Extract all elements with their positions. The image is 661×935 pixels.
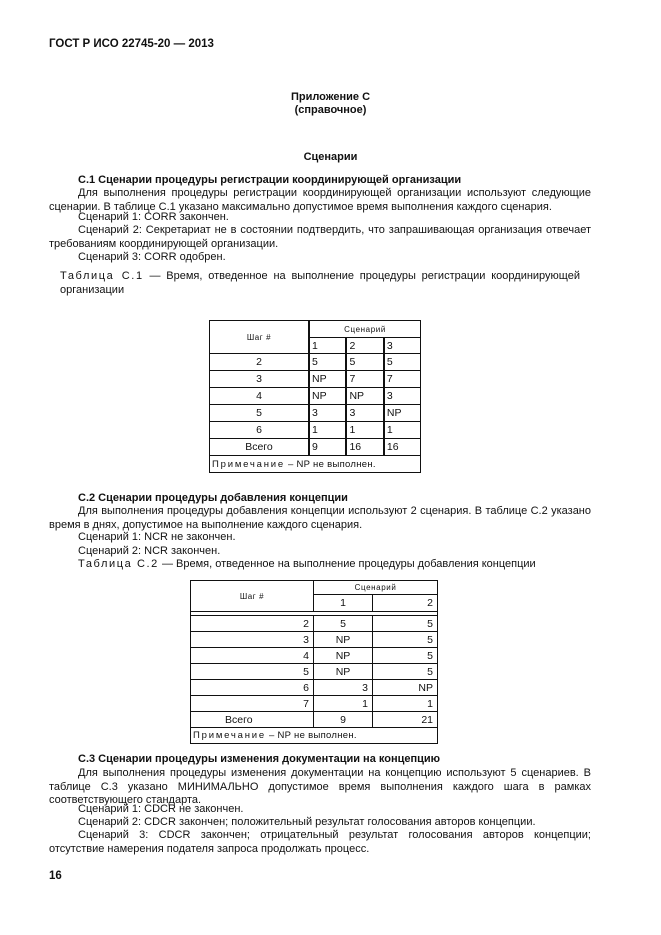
- table-c1-col-2: 2: [346, 338, 383, 354]
- table-c1-caption-text: — Время, отведенное на выполнение процедуры регистрации координирующей организации: [60, 270, 580, 296]
- table-cell: 6: [210, 422, 310, 439]
- table-c2-note-label: Примечание: [193, 730, 266, 741]
- table-cell: 4: [191, 648, 314, 664]
- c3-paragraph: Для выполнения процедуры изменения документации на концепцию используют 5 сценариев. В таблице С.3 указано МИНИМАЛЬНО допустимое время выполнения каждого шага в рамках соответствующего стандарта.: [49, 767, 591, 807]
- table-c2-scenario-header: Сценарий: [314, 581, 438, 595]
- table-c2-note: [191, 728, 438, 744]
- table-cell: 3: [309, 405, 346, 422]
- table-row: [210, 354, 421, 371]
- table-cell: 1: [384, 422, 421, 439]
- table-c1-caption: [60, 270, 580, 297]
- table-cell: NP: [314, 648, 373, 664]
- table-cell: 5: [191, 664, 314, 680]
- table-c1-note-label: Примечание: [212, 458, 285, 470]
- c2-scenario-2: Сценарий 2: NCR закончен.: [78, 545, 221, 557]
- table-cell: 1: [314, 696, 373, 712]
- table-c1-note-text: – NP не выполнен.: [285, 458, 376, 470]
- table-c2-step-header: Шаг #: [191, 581, 314, 612]
- table-cell: NP: [372, 680, 437, 696]
- table-row-total: [191, 712, 438, 728]
- table-c2: [190, 580, 438, 744]
- table-cell: NP: [314, 632, 373, 648]
- appendix-subtitle: (справочное): [294, 104, 367, 116]
- table-cell: 5: [372, 648, 437, 664]
- table-cell: 16: [346, 439, 383, 456]
- table-cell: NP: [309, 371, 346, 388]
- c1-scenario-2: Сценарий 2: Секретариат не в состоянии подтвердить, что запрашивающая организация отвечает требованиям координирующей организации.: [49, 224, 591, 250]
- table-cell: 5: [314, 616, 373, 632]
- c3-scenario-1: Сценарий 1: CDCR не закончен.: [78, 803, 244, 815]
- table-cell: 5: [384, 354, 421, 371]
- table-c2-note-text: – NP не выполнен.: [266, 730, 357, 741]
- table-row: [191, 632, 438, 648]
- table-cell: Всего: [191, 712, 314, 728]
- table-cell: 5: [372, 632, 437, 648]
- table-cell: 2: [191, 616, 314, 632]
- table-c1-col-1: 1: [309, 338, 346, 354]
- table-row: [210, 405, 421, 422]
- table-c2-caption-label: Таблица С.2: [78, 558, 159, 570]
- table-c1-col-3: 3: [384, 338, 421, 354]
- c2-paragraph: Для выполнения процедуры добавления концепции используют 2 сценария. В таблице С.2 указано время в днях, допустимое на выполнение каждого сценария.: [49, 505, 591, 531]
- table-cell: NP: [314, 664, 373, 680]
- table-row-total: [210, 439, 421, 456]
- table-c1: [209, 320, 421, 473]
- table-c1-scenario-header: Сценарий: [309, 321, 421, 338]
- c1-scenario-1: Сценарий 1: CORR закончен.: [78, 211, 229, 223]
- table-c1-caption-label: Таблица С.1: [60, 270, 144, 282]
- table-c2-col-2: 2: [372, 595, 437, 612]
- section-title: Сценарии: [303, 151, 358, 163]
- table-c1-step-header: Шаг #: [210, 321, 310, 354]
- table-cell: 3: [314, 680, 373, 696]
- table-cell: 3: [346, 405, 383, 422]
- table-cell: 1: [309, 422, 346, 439]
- table-row: [191, 664, 438, 680]
- table-cell: NP: [346, 388, 383, 405]
- table-cell: 7: [191, 696, 314, 712]
- table-row: [191, 616, 438, 632]
- table-cell: NP: [309, 388, 346, 405]
- table-cell: 3: [384, 388, 421, 405]
- c3-scenario-3: Сценарий 3: CDCR закончен; отрицательный результат голосования авторов концепции; отсутствие намерения подателя запроса продолжать процесс.: [49, 829, 591, 855]
- table-c2-caption-text: — Время, отведенное на выполнение процедуры добавления концепции: [158, 558, 536, 570]
- table-row: [210, 371, 421, 388]
- table-cell: 7: [384, 371, 421, 388]
- c1-paragraph: Для выполнения процедуры регистрации координирующей организации используют следующие сценарии. В таблице С.1 указано максимально допустимое время выполнения каждого сценария.: [49, 187, 591, 213]
- table-cell: 6: [191, 680, 314, 696]
- table-c2-caption: [49, 558, 591, 572]
- table-cell: 2: [210, 354, 310, 371]
- table-cell: Всего: [210, 439, 310, 456]
- appendix-title: Приложение С: [290, 91, 371, 103]
- c3-heading: С.3 Сценарии процедуры изменения документации на концепцию: [78, 753, 441, 765]
- c3-scenario-2: Сценарий 2: CDCR закончен; положительный результат голосования авторов концепции.: [78, 816, 536, 828]
- table-cell: 5: [346, 354, 383, 371]
- c2-heading: С.2 Сценарии процедуры добавления концепции: [78, 492, 348, 504]
- table-cell: 1: [372, 696, 437, 712]
- table-cell: 4: [210, 388, 310, 405]
- table-cell: 5: [372, 616, 437, 632]
- table-cell: 5: [309, 354, 346, 371]
- table-row: [191, 696, 438, 712]
- table-cell: 5: [210, 405, 310, 422]
- table-cell: NP: [384, 405, 421, 422]
- table-row: [210, 388, 421, 405]
- table-cell: 7: [346, 371, 383, 388]
- c2-scenario-1: Сценарий 1: NCR не закончен.: [78, 531, 236, 543]
- c1-heading: С.1 Сценарии процедуры регистрации координирующей организации: [78, 174, 462, 186]
- table-cell: 9: [309, 439, 346, 456]
- page-number: 16: [49, 870, 62, 882]
- table-cell: 3: [210, 371, 310, 388]
- table-cell: 21: [372, 712, 437, 728]
- c1-scenario-3: Сценарий 3: CORR одобрен.: [78, 251, 226, 263]
- table-cell: 16: [384, 439, 421, 456]
- table-row: [210, 422, 421, 439]
- table-cell: 1: [346, 422, 383, 439]
- table-cell: 9: [314, 712, 373, 728]
- table-c1-note: [210, 456, 421, 473]
- table-cell: 5: [372, 664, 437, 680]
- table-c2-col-1: 1: [314, 595, 373, 612]
- table-row: [191, 680, 438, 696]
- document-header: ГОСТ Р ИСО 22745-20 — 2013: [49, 38, 214, 50]
- table-cell: 3: [191, 632, 314, 648]
- table-row: [191, 648, 438, 664]
